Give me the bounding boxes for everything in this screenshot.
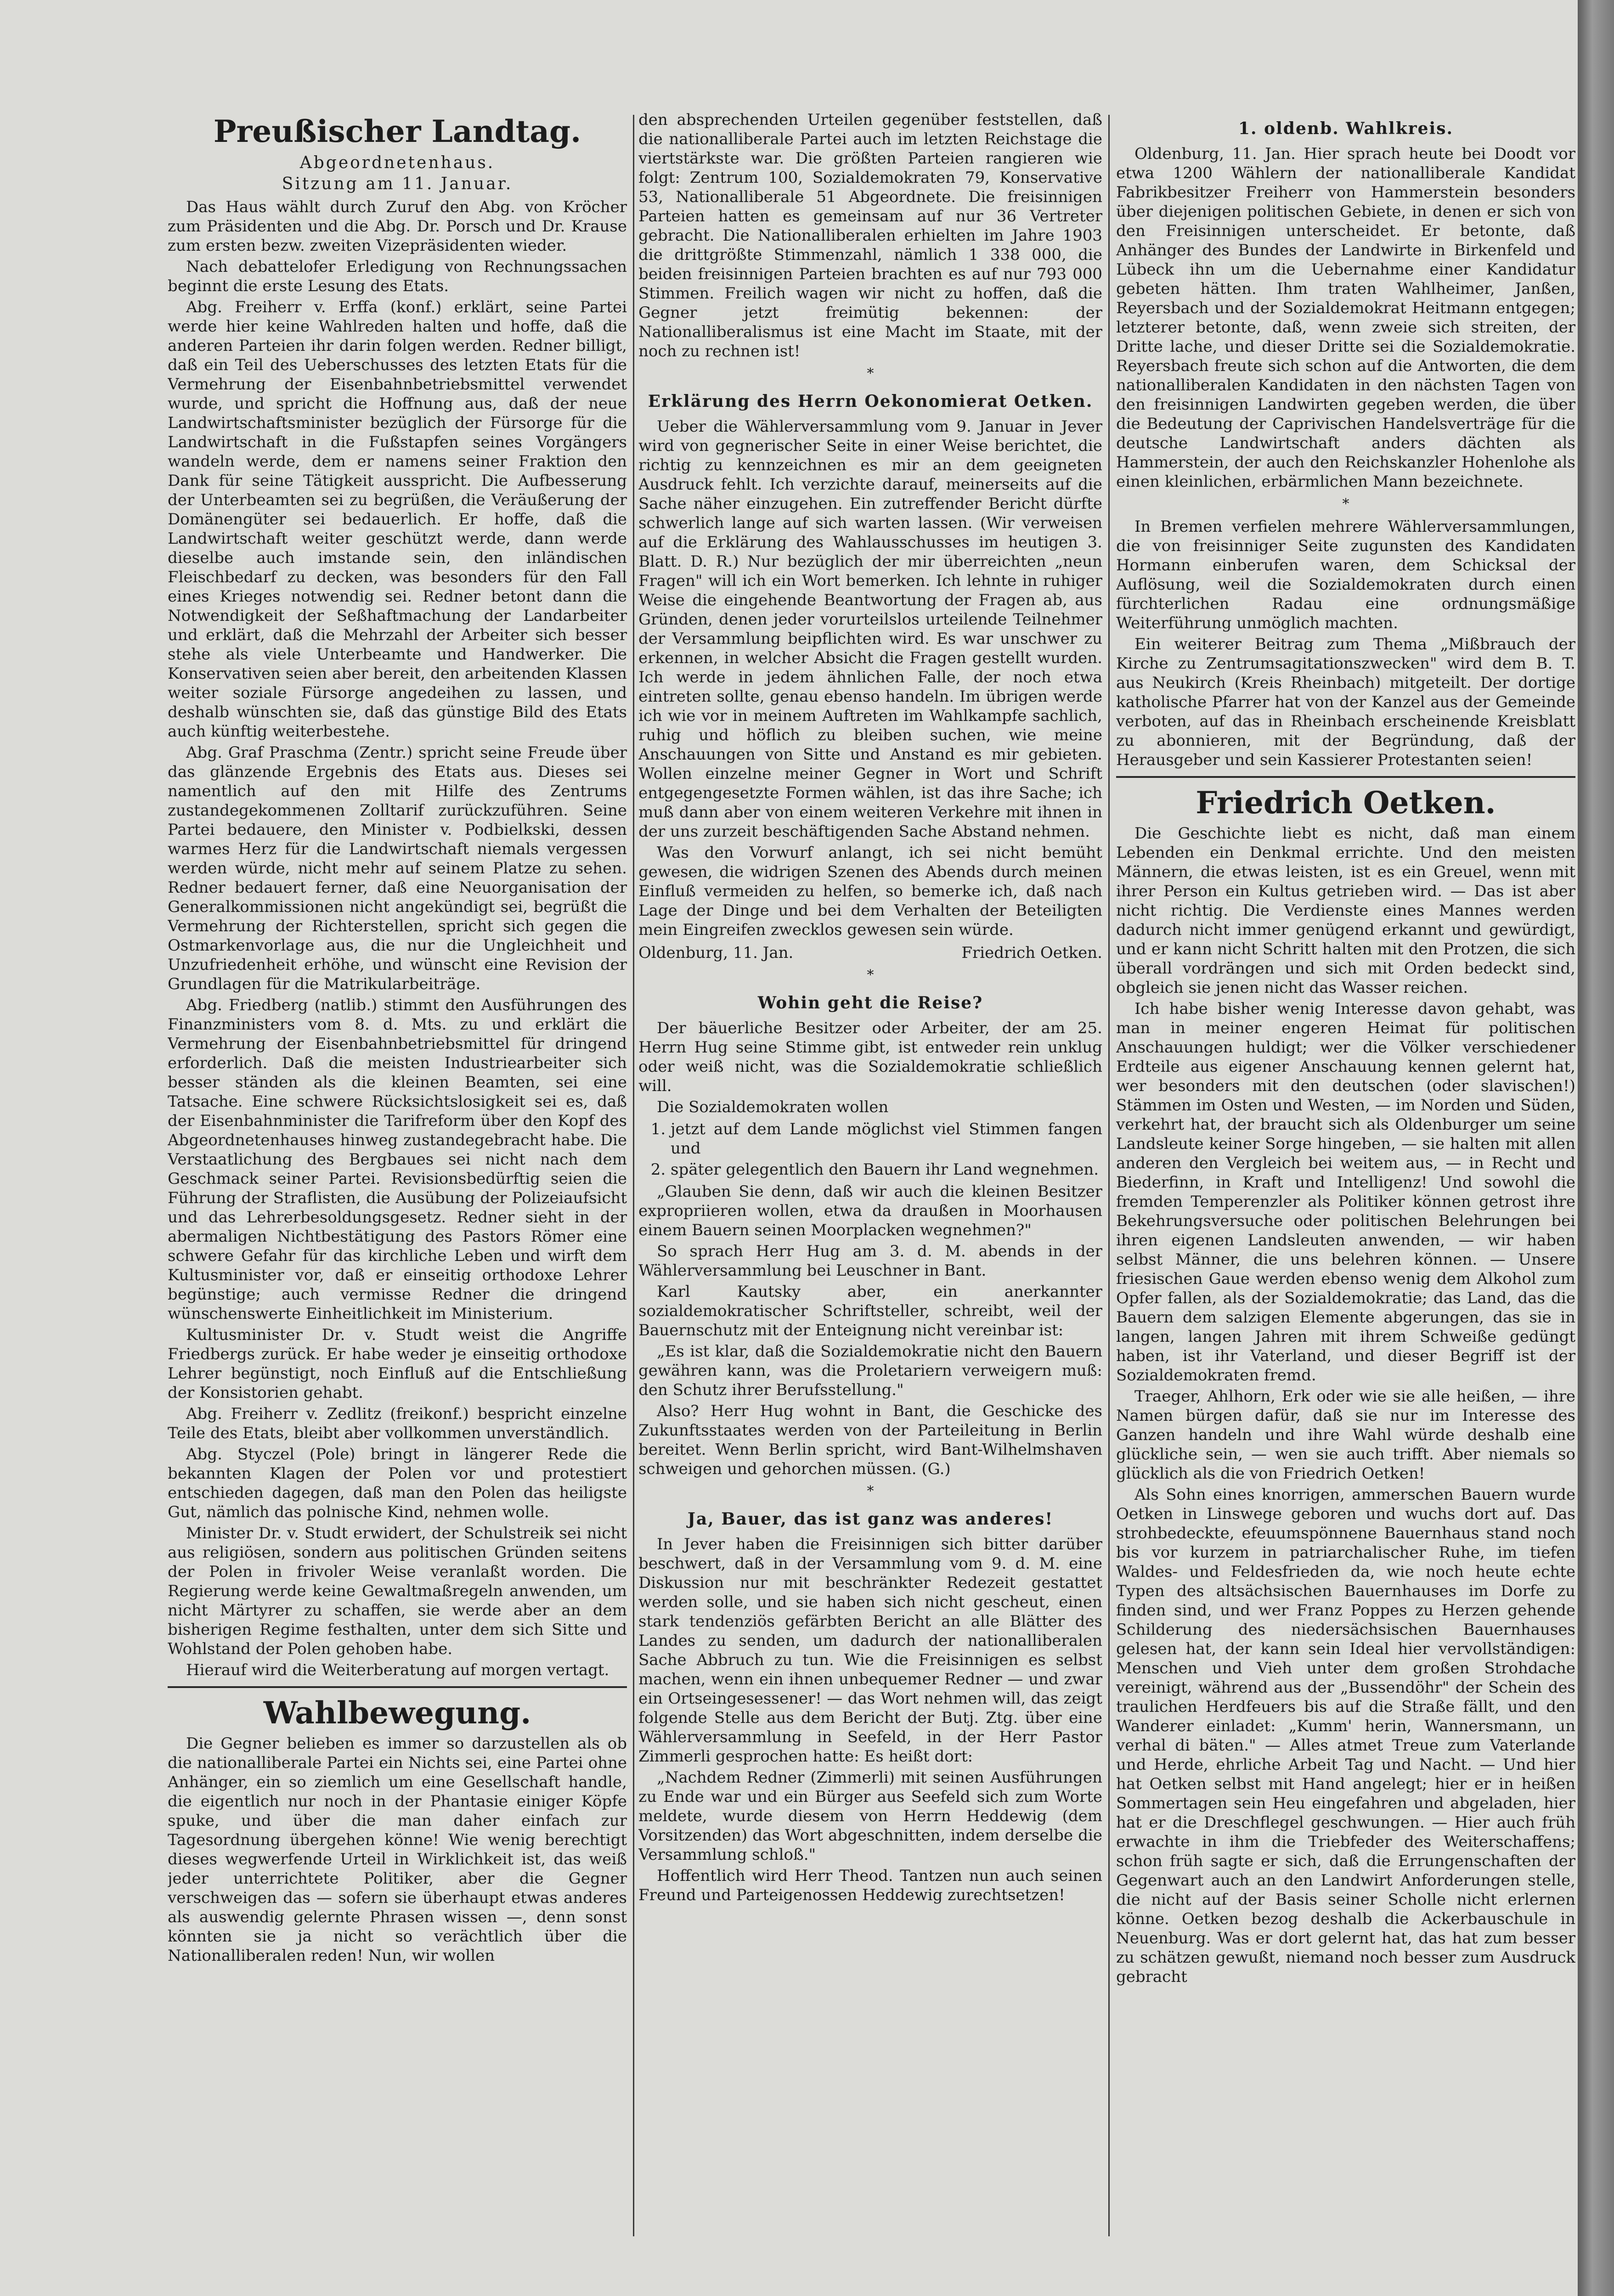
reise-paragraph: „Glauben Sie denn, daß wir auch die kleinen Besitzer expropriieren wollen, etwa da draußen in Moorhausen einem Bauern seinen Moorplacken wegnehmen?" [638,1182,1102,1239]
oetken-headline: Friedrich Oetken. [1196,785,1496,821]
reise-list [657,1120,1102,1179]
wahlbewegung-paragraph: Die Gegner belieben es immer so darzustellen als ob die nationalliberale Partei ein Nichts sei, eine Partei ohne Anhänger, ein so ziemlich um eine Gesellschaft handle, die eigentlich nur noch in der Phantasie einiger Köpfe spuke, und über die man daher einfach zur Tagesordnung übergehen könne! Wie wenig berechtigt dieses wegwerfende Urteil in Wirklichkeit ist, das weiß jeder unterrichtete Politiker, aber die Gegner verschweigen das — sofern sie überhaupt etwas anderes als auswendig gelernte Phrasen wissen —, denn sonst könnten sie ja nicht so verächtlich über die Nationalliberalen reden! Nun, wir wollen [168,1734,627,1965]
separator-asterisk: * [1342,496,1349,512]
landtag-session: Sitzung am 11. Januar. [282,174,513,193]
landtag-paragraph: Abg. Freiherr v. Zedlitz (freikonf.) bespricht einzelne Teile des Etats, bleibt aber vollkommen unverständlich. [168,1405,627,1442]
reise-intro: Der bäuerliche Besitzer oder Arbeiter, der am 25. Herrn Hug seine Stimme gibt, ist entweder rein unklug oder weiß nicht, was die Sozialdemokratie schließlich will. [638,1019,1102,1095]
reise-lead: Die Sozialdemokraten wollen [657,1098,889,1116]
oetken-paragraph: Die Geschichte liebt es nicht, daß man einem Lebenden ein Denkmal errichte. Und den meisten Männern, die etwas leisten, ist es ein Greuel, wenn mit ihrer Person ein Kultus getrieben wird. — Das ist aber nicht richtig. Die Verdienste eines Mannes werden dadurch nicht immer genügend erkannt und gewürdigt, und er kann nicht Schritt halten mit den Protzen, die sich überall vordrängen und sich mit Orden bedeckt sind, obgleich sie jenen nicht das Wasser reichen. [1116,824,1575,997]
page-edge-shadow [1578,0,1614,2296]
oetken-paragraph: Ich habe bisher wenig Interesse davon gehabt, was man in meiner engeren Heimat für politischen Anschauungen huldigt; wer die Völker verschiedener Erdteile aus eigener Anschauung kennen gelernt hat, wer besonders mit den deutschen (oder slavischen!) Stämmen im Osten und Westen, — im Norden und Süden, verkehrt hat, der braucht sich als Oldenburger um seine Landsleute keiner Sorge hingeben, — sie halten mit allen anderen den Vergleich bei weitem aus, — in Recht und Biederfinn, in Kraft und Intelligenz! Und sowohl die fremden Temperenzler als Politiker können getrost ihre Bekehrungsversuche oder politischen Belehrungen bei ihren eigenen Landsleuten anwenden, — wir haben selbst Männer, die uns belehren können. — Unsere friesischen Gaue werden ebenso wenig dem Alkohol zum Opfer fallen, als der Sozialdemokratie; das Land, das die Bauern dem salzigen Elemente abgerungen, das sie in langen, langen Jahren mit ihrem Schweiße gedüngt haben, ist ihr Vaterland, und dieser Begriff ist der Sozialdemokraten fremd. [1116,1000,1575,1384]
signature-name: Friedrich Oetken. [961,944,1102,962]
bauer-paragraph: In Jever haben die Freisinnigen sich bitter darüber beschwert, daß in der Versammlung vom 9. d. M. eine Diskussion nur mit beschränkter Redezeit gestattet werden solle, und sie haben sich nicht gescheut, einen stark tendenziös gefärbten Bericht an alle Blätter des Landes zu senden, um dadurch der nationalliberalen Sache Abbruch zu tun. Wie die Freisinnigen es selbst machen, wenn ein ihnen unbequemer Redner — und zwar ein Ortseingesessener! — das Wort nehmen will, das zeigt folgende Stelle aus dem Bericht der Butj. Ztg. über eine Wählerversammlung in Seefeld, in der Herr Pastor Zimmerli gesprochen hatte: Es heißt dort: [638,1535,1102,1766]
separator-asterisk: * [867,967,874,983]
separator-asterisk: * [867,366,874,382]
bremen-paragraph: Ein weiterer Beitrag zum Thema „Mißbrauch der Kirche zu Zentrumsagitationszwecken" wird dem B. T. aus Neukirch (Kreis Rheinbach) mitgeteilt. Der dortige katholische Pfarrer hat von der Kanzel aus der Gemeinde verboten, auf das in Rheinbach erscheinende Kreisblatt zu abonnieren, mit der Begründung, daß der Herausgeber und sein Kassierer Protestanten seien! [1116,635,1575,769]
wahlbewegung-headline: Wahlbewegung. [263,1695,531,1731]
wahlbewegung-continued: den absprechenden Urteilen gegenüber feststellen, daß die nationalliberale Partei auch im letzten Reichstage die viertstärkste war. Die größten Parteien rangieren wie folgt: Zentrum 100, Sozialdemokraten 79, Konservative 53, Nationalliberale 51 Abgeordnete. Die freisinnigen Parteien hatten es gemeinsam auf nur 36 Vertreter gebracht. Die Nationalliberalen erhielten im Jahre 1903 die drittgrößte Stimmenzahl, nämlich 1 338 000, die beiden freisinnigen Parteien brachten es auf nur 793 000 Stimmen. Freilich wagen wir nicht zu hoffen, daß die Gegner jetzt freimütig bekennen: der Nationalliberalismus ist eine Macht im Staate, mit der noch zu rechnen ist! [638,111,1102,360]
landtag-paragraph: Nach debattelofer Erledigung von Rechnungssachen beginnt die erste Lesung des Etats. [168,258,627,295]
list-item: 1. jetzt auf dem Lande möglichst viel Stimmen fangen und [671,1120,1102,1158]
bremen-paragraph: In Bremen verfielen mehrere Wählerversammlungen, die von freisinniger Seite zugunsten des Kandidaten Hormann einberufen waren, dem Schicksal der Auflösung, weil die Sozialdemokraten durch einen fürchterlichen Radau eine ordnungsmäßige Weiterführung unmöglich machten. [1116,518,1575,632]
wahlkreis-paragraph: Oldenburg, 11. Jan. Hier sprach heute bei Doodt vor etwa 1200 Wählern der nationalliberale Kandidat Fabrikbesitzer Freiherr von Hammerstein besonders über diejenigen politischen Gebiete, in denen er sich von den Freisinnigen unterscheidet. Er betonte, daß Anhänger des Bundes der Landwirte in Birkenfeld und Lübeck ihn um die Uebernahme einer Kandidatur gebeten hätten. Ihm traten Wahlheimer, Janßen, Reyersbach und der Sozialdemokrat Heitmann entgegen; letzterer betonte, daß, wenn zweie sich streiten, der Dritte lache, und dieser Dritte sei die Sozialdemokratie. Reyersbach freute sich schon auf die Antworten, die dem nationalliberalen Kandidaten in den nächsten Tagen von den freisinnigen Landwirten gegeben werden, die über die Bedeutung der Caprivischen Handelsverträge für die deutsche Landwirtschaft anders dächten als Hammerstein, der auch den Reichskanzler Hohenlohe als einen kleinlichen, erbärmlichen Mann bezeichnete. [1116,145,1575,491]
bauer-paragraph: „Nachdem Redner (Zimmerli) mit seinen Ausführungen zu Ende war und ein Bürger aus Seefeld sich zum Worte meldete, wurde diesem von Herrn Heddewig (dem Vorsitzenden) das Wort abgeschnitten, indem derselbe die Versammlung schloß." [638,1768,1102,1864]
separator-asterisk: * [867,1483,874,1499]
section-rule [1116,776,1575,778]
oetken-declaration-paragraph: Was den Vorwurf anlangt, ich sei nicht bemüht gewesen, die widrigen Szenen des Abends durch meinen Einfluß vermeiden zu helfen, so bemerke ich, daß nach Lage der Dinge und bei dem Verhalten der Beteiligten mein Eingreifen zwecklos gewesen sein würde. [638,844,1102,939]
oetken-paragraph: Traeger, Ahlhorn, Erk oder wie sie alle heißen, — ihre Namen bürgen dafür, daß sie nur im Interesse des Ganzen handeln und ihre Wahl würde deshalb eine glückliche sein, — wen sie auch trifft. Aber niemals so glücklich als die von Friedrich Oetken! [1116,1387,1575,1483]
column-divider [633,115,634,2236]
wahlkreis-headline: 1. oldenb. Wahlkreis. [1238,119,1454,138]
section-rule [168,1686,627,1688]
bauer-headline: Ja, Bauer, das ist ganz was anderes! [687,1509,1054,1529]
landtag-paragraph: Minister Dr. v. Studt erwidert, der Schulstreik sei nicht aus religiösen, sondern aus politischen Gründen seitens der Polen in frivoler Weise veranlaßt worden. Die Regierung werde keine Gewaltmaßregeln anwenden, um nicht Märtyrer zu schaffen, sie werde aber an dem bisherigen Regime festhalten, unter dem sich Sitte und Wohlstand der Polen gehoben habe. [168,1524,627,1658]
landtag-paragraph: Abg. Friedberg (natlib.) stimmt den Ausführungen des Finanzministers vom 8. d. Mts. zu und erklärt die Vermehrung der Eisenbahnbetriebsmittel für dringend erforderlich. Daß die meisten Industriearbeiter sich besser ständen als die kleinen Beamten, sei eine Tatsache. Eine schwere Rücksichtslosigkeit sei es, daß der Eisenbahnminister die Tarifreform über den Kopf des Abgeordnetenhauses hinweg zustandegebracht habe. Die Verstaatlichung des Bergbaues sei nicht nach dem Geschmack seiner Partei. Revisionsbedürftig seien die Führung der Straflisten, die Ausübung der Polizeiaufsicht und das Lehrerbesoldungsgesetz. Redner sieht in der abermaligen Nichtbestätigung des Pastors Römer eine schwere Gefahr für das kirchliche Leben und wirft dem Kultusminister vor, daß er einseitig orthodoxe Lehrer begünstige; auch vermisse Redner die dringend wünschenswerte Einheitlichkeit im Ministerium. [168,996,627,1323]
oetken-paragraph: Als Sohn eines knorrigen, ammerschen Bauern wurde Oetken in Linswege geboren und wuchs dort auf. Das strohbedeckte, efeuumspönnene Bauernhaus stand noch bis vor kurzem in patriarchalischer Ruhe, im tiefen Waldes- und Feldesfrieden da, wie noch heute echte Typen des altsächsischen Bauernhauses im Dorfe zu finden sind, und wer Franz Poppes zu Herzen gehende Schilderung des niedersächsischen Bauernhauses gelesen hat, der kann sein Ideal hier vervollständigen: Menschen und Vieh unter dem großen Strohdache vereinigt, während aus der „Bussendöhr" der Schein des traulichen Herdfeuers bis auf die Straße fällt, und den Wanderer einladet: „Kumm' herin, Wannersmann, un verhal di bäten." — Alles atmet Treue zum Vaterlande und Herde, ehrliche Arbeit Tag und Nacht. — Und hier hat Oetken selbst mit Hand angelegt; hier er in heißen Sommertagen sein Heu eingefahren und abgeladen, hier hat er die Dreschflegel geschwungen. — Hier auch früh erwachte in ihm die Triebfeder des Weiterschaffens; schon früh sagte er sich, daß die Errungenschaften der Gegenwart auch an den Landwirt Anforderungen stelle, die nicht auf der Basis seiner Scholle nicht erlernen könne. Oetken bezog deshalb die Ackerbauschule in Neuenburg. Was er dort gelernt hat, das hat zum besser zu schätzen gewußt, niemand noch besser zum Ausdruck gebracht [1116,1486,1575,1986]
landtag-paragraph: Das Haus wählt durch Zuruf den Abg. von Kröcher zum Präsidenten und die Abg. Dr. Porsch und Dr. Krause zum ersten bezw. zweiten Vizepräsidenten wieder. [168,198,627,255]
landtag-paragraph: Abg. Freiherr v. Erffa (konf.) erklärt, seine Partei werde hier keine Wahlreden halten und hoffe, daß die anderen Parteien ihr darin folgen werden. Redner billigt, daß ein Teil des Ueberschusses des letzten Etats für die Vermehrung der Eisenbahnbetriebsmittel verwendet wurde, und spricht die Hoffnung aus, daß der neue Landwirtschaftsminister bezüglich der Fürsorge für die Landwirtschaft in die Fußstapfen seines Vorgängers wandeln werde, dem er namens seiner Fraktion den Dank für seine Tätigkeit ausspricht. Die Aufbesserung der Unterbeamten sei zu begrüßen, die Veräußerung der Domänengüter sei bedauerlich. Er hoffe, daß die Landwirtschaft weiter geschützt werde, dann werde dieselbe auch imstande sein, den inländischen Fleischbedarf zu decken, was besonders für den Fall eines Krieges notwendig sei. Redner betont dann die Notwendigkeit der Seßhaftmachung der Landarbeiter und erklärt, daß die Mehrzahl der Arbeiter sich besser stehe als viele Unterbeamte und Handwerker. Die Konservativen seien aber bereit, den arbeitenden Klassen weiter soziale Fürsorge angedeihen zu lassen, und deshalb wünschten sie, daß das günstige Bild des Etats auch künftig weiterbestehe. [168,298,627,741]
landtag-paragraph: Kultusminister Dr. v. Studt weist die Angriffe Friedbergs zurück. Er habe weder je einseitig orthodoxe Lehrer begünstigt, noch Einfluß auf die Entschließung der Konsistorien gehabt. [168,1326,627,1402]
landtag-headline: Preußischer Landtag. [213,113,581,149]
reise-headline: Wohin geht die Reise? [757,993,983,1013]
bauer-paragraph: Hoffentlich wird Herr Theod. Tantzen nun auch seinen Freund und Parteigenossen Heddewig zurechtsetzen! [638,1867,1102,1904]
column-divider [1108,115,1110,2236]
reise-paragraph: „Es ist klar, daß die Sozialdemokratie nicht den Bauern gewähren kann, was die Proletariern verweigern muß: den Schutz ihrer Berufsstellung." [638,1342,1102,1399]
reise-paragraph: Karl Kautsky aber, ein anerkannter sozialdemokratischer Schriftsteller, schreibt, weil der Bauernschutz mit der Enteignung nicht vereinbar ist: [638,1283,1102,1339]
landtag-paragraph: Abg. Graf Praschma (Zentr.) spricht seine Freude über das glänzende Ergebnis des Etats aus. Dieses sei namentlich auf den mit Hilfe des Zentrums zustandegekommenen Zolltarif zurückzuführen. Seine Partei bedauere, den Minister v. Podbielkski, dessen warmes Herz für die Landwirtschaft niemals vergessen werden würde, nicht mehr auf seinem Platze zu sehen. Redner bedauert ferner, daß eine Neuorganisation der Generalkommissionen nicht angekündigt sei, begrüßt die Vermehrung der Richterstellen, spricht sich gegen die Ostmarkenvorlage aus, die nur die Ungleichheit und Unzufriedenheit erhöhe, und wünscht eine Revision der Grundlagen für die Matrikularbeiträge. [168,743,627,993]
signature-place: Oldenburg, 11. Jan. [638,944,794,962]
oetken-declaration-headline: Erklärung des Herrn Oekonomierat Oetken. [648,392,1093,411]
list-item: 2. später gelegentlich den Bauern ihr Land wegnehmen. [671,1160,1102,1179]
oetken-declaration-paragraph: Ueber die Wählerversammlung vom 9. Januar in Jever wird von gegnerischer Seite in einer Weise berichtet, die richtig zu kennzeichnen es mir an dem geeigneten Ausdruck fehlt. Ich verzichte darauf, meinerseits auf die Sache näher einzugehen. Ein zutreffender Bericht dürfte schwerlich lange auf sich warten lassen. (Wir verweisen auf die Erklärung des Wahlausschusses im heutigen 3. Blatt. D. R.) Nur bezüglich der mir überreichten „neun Fragen" will ich ein Wort bemerken. Ich lehnte in ruhiger Weise die eingehende Beantwortung der Fragen ab, aus Gründen, denen jeder vorurteilslos urteilende Teilnehmer der Versammlung beipflichten wird. Es war unschwer zu erkennen, in welcher Absicht die Fragen gestellt wurden. Ich werde in jedem ähnlichen Falle, der noch etwa eintreten sollte, genau ebenso handeln. Im übrigen werde ich wie vor in meinem Auftreten im Wahlkampfe sachlich, ruhig und höflich zu bleiben suchen, wie meine Anschauungen von Sitte und Anstand es mir gebieten. Wollen einzelne meiner Gegner in Wort und Schrift entgegengesetzte Formen wählen, ist das ihre Sache; ich muß dann aber von einem weiteren Verkehre mit ihnen in der uns zurzeit beschäftigenden Sache Abstand nehmen. [638,417,1102,841]
landtag-paragraph: Hierauf wird die Weiterberatung auf morgen vertagt. [186,1661,609,1679]
signature-line [638,943,1102,962]
reise-paragraph: So sprach Herr Hug am 3. d. M. abends in der Wählerversammlung bei Leuschner in Bant. [638,1242,1102,1280]
column-middle [638,110,1102,2245]
reise-paragraph: Also? Herr Hug wohnt in Bant, die Geschicke des Zukunftsstaates werden von der Parteileitung in Berlin bereitet. Wenn Berlin spricht, wird Bant-Wilhelmshaven schweigen und gehorchen müssen. (G.) [638,1402,1102,1478]
column-right [1116,110,1575,2245]
landtag-house: Abgeordnetenhaus. [299,153,495,172]
column-left [168,110,627,2245]
landtag-paragraph: Abg. Styczel (Pole) bringt in längerer Rede die bekannten Klagen der Polen vor und protestiert entschieden dagegen, daß man den Polen das heiligste Gut, nämlich das polnische Kind, nehmen wolle. [168,1445,627,1521]
